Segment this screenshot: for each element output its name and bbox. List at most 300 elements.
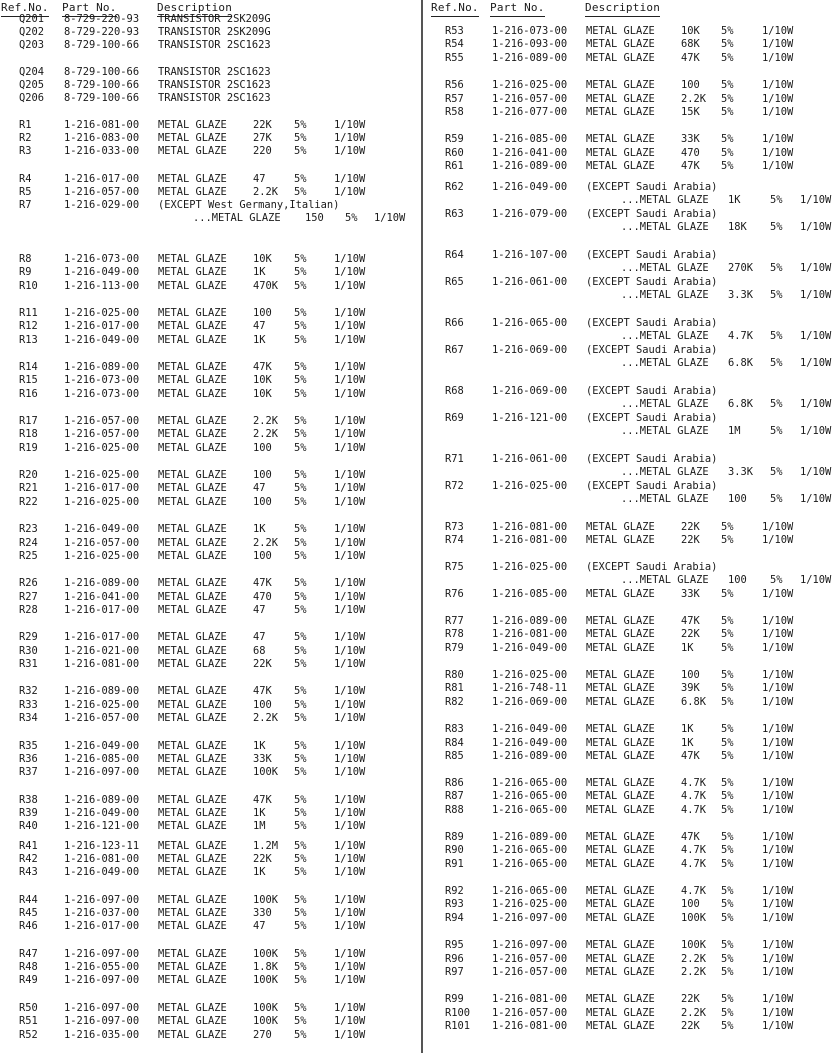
wattage-cell: 1/10W — [800, 493, 832, 505]
tolerance-cell: 5% — [294, 374, 307, 386]
wattage-cell: 1/10W — [334, 766, 366, 778]
part-no-cell: 1-216-089-00 — [492, 831, 568, 843]
table-row — [423, 993, 833, 1006]
ref-no-cell: R77 — [445, 615, 464, 627]
tolerance-cell: 5% — [294, 961, 307, 973]
description-cell: METAL GLAZE — [586, 898, 655, 910]
tolerance-cell: 5% — [770, 221, 783, 233]
wattage-cell: 1/10W — [762, 777, 794, 789]
continuation-row — [423, 262, 833, 275]
description-cell: METAL GLAZE — [158, 266, 227, 278]
ref-no-cell: R49 — [19, 974, 38, 986]
wattage-cell: 1/10W — [334, 920, 366, 932]
value-cell: 22K — [253, 119, 272, 131]
table-row — [0, 907, 420, 920]
wattage-cell: 1/10W — [334, 173, 366, 185]
description-cell: (EXCEPT Saudi Arabia) — [586, 385, 718, 397]
tolerance-cell: 5% — [721, 669, 734, 681]
value-cell: 2.2K — [253, 186, 279, 198]
wattage-cell: 1/10W — [762, 615, 794, 627]
tolerance-cell: 5% — [721, 993, 734, 1005]
tolerance-cell: 5% — [721, 790, 734, 802]
table-row — [423, 804, 833, 817]
table-row — [423, 160, 833, 173]
description-cell: (EXCEPT Saudi Arabia) — [586, 480, 718, 492]
description-cell: METAL GLAZE — [586, 993, 655, 1005]
wattage-cell: 1/10W — [334, 415, 366, 427]
wattage-cell: 1/10W — [334, 740, 366, 752]
description-cell: METAL GLAZE — [158, 1002, 227, 1014]
wattage-cell: 1/10W — [334, 1029, 366, 1041]
table-row — [0, 550, 420, 563]
table-row — [0, 974, 420, 987]
tolerance-cell: 5% — [294, 469, 307, 481]
ref-no-cell: R5 — [19, 186, 32, 198]
table-row — [423, 750, 833, 763]
description-cell: METAL GLAZE — [586, 723, 655, 735]
description-cell: METAL GLAZE — [586, 642, 655, 654]
value-cell: 1K — [681, 723, 694, 735]
part-no-cell: 1-216-057-00 — [492, 1007, 568, 1019]
header-description: Description — [585, 1, 660, 17]
part-no-cell: 1-216-083-00 — [64, 132, 140, 144]
ref-no-cell: R90 — [445, 844, 464, 856]
part-no-cell: 1-216-021-00 — [64, 645, 140, 657]
wattage-cell: 1/10W — [800, 289, 832, 301]
part-no-cell: 1-216-107-00 — [492, 249, 568, 261]
continuation-row — [423, 221, 833, 234]
part-no-cell: 1-216-081-00 — [492, 534, 568, 546]
description-cell: METAL GLAZE — [586, 682, 655, 694]
ref-no-cell: Q205 — [19, 79, 45, 91]
description-cell: TRANSISTOR 2SC1623 — [158, 66, 271, 78]
value-cell: 33K — [253, 753, 272, 765]
table-row — [0, 853, 420, 866]
table-row — [423, 561, 833, 574]
description-cell: TRANSISTOR 2SC1623 — [158, 92, 271, 104]
ref-no-cell: R21 — [19, 482, 38, 494]
value-cell: 6.8K — [728, 357, 754, 369]
ref-no-cell: R27 — [19, 591, 38, 603]
value-cell: 47K — [681, 160, 700, 172]
continuation-cell: ...METAL GLAZE — [621, 330, 709, 342]
table-row — [0, 631, 420, 644]
value-cell: 100K — [253, 894, 279, 906]
part-no-cell: 1-216-097-00 — [492, 939, 568, 951]
table-row — [0, 145, 420, 158]
part-no-cell: 1-216-057-00 — [492, 93, 568, 105]
ref-no-cell: R25 — [19, 550, 38, 562]
description-cell: (EXCEPT Saudi Arabia) — [586, 453, 718, 465]
value-cell: 22K — [681, 1020, 700, 1032]
tolerance-cell: 5% — [770, 398, 783, 410]
ref-no-cell: R28 — [19, 604, 38, 616]
description-cell: METAL GLAZE — [586, 628, 655, 640]
header-ref-no: Ref.No. — [431, 1, 479, 17]
part-no-cell: 1-216-049-00 — [492, 181, 568, 193]
part-no-cell: 1-216-081-00 — [492, 628, 568, 640]
value-cell: 10K — [681, 25, 700, 37]
tolerance-cell: 5% — [770, 289, 783, 301]
wattage-cell: 1/10W — [762, 898, 794, 910]
tolerance-cell: 5% — [294, 307, 307, 319]
description-cell: METAL GLAZE — [586, 534, 655, 546]
wattage-cell: 1/10W — [334, 753, 366, 765]
value-cell: 10K — [253, 253, 272, 265]
ref-no-cell: R53 — [445, 25, 464, 37]
tolerance-cell: 5% — [721, 642, 734, 654]
header-description: Description — [157, 1, 232, 17]
description-cell: METAL GLAZE — [586, 133, 655, 145]
value-cell: 1K — [253, 266, 266, 278]
description-cell: METAL GLAZE — [158, 853, 227, 865]
table-row — [423, 106, 833, 119]
value-cell: 100 — [681, 898, 700, 910]
value-cell: 2.2K — [681, 966, 707, 978]
wattage-cell: 1/10W — [762, 831, 794, 843]
ref-no-cell: R17 — [19, 415, 38, 427]
part-no-cell: 1-216-049-00 — [492, 737, 568, 749]
table-row — [0, 820, 420, 833]
table-row — [423, 615, 833, 628]
part-no-cell: 1-216-065-00 — [492, 858, 568, 870]
ref-no-cell: R41 — [19, 840, 38, 852]
wattage-cell: 1/10W — [334, 374, 366, 386]
table-row — [0, 79, 420, 92]
tolerance-cell: 5% — [770, 330, 783, 342]
value-cell: 68 — [253, 645, 266, 657]
description-cell: METAL GLAZE — [158, 894, 227, 906]
wattage-cell: 1/10W — [334, 948, 366, 960]
tolerance-cell: 5% — [294, 550, 307, 562]
description-cell: METAL GLAZE — [158, 482, 227, 494]
table-row — [0, 712, 420, 725]
description-cell: (EXCEPT Saudi Arabia) — [586, 181, 718, 193]
description-cell: METAL GLAZE — [586, 804, 655, 816]
wattage-cell: 1/10W — [762, 804, 794, 816]
ref-no-cell: R57 — [445, 93, 464, 105]
tolerance-cell: 5% — [721, 953, 734, 965]
tolerance-cell: 5% — [294, 186, 307, 198]
ref-no-cell: R84 — [445, 737, 464, 749]
tolerance-cell: 5% — [770, 425, 783, 437]
ref-no-cell: R32 — [19, 685, 38, 697]
tolerance-cell: 5% — [770, 493, 783, 505]
table-row — [0, 699, 420, 712]
ref-no-cell: R79 — [445, 642, 464, 654]
value-cell: 47 — [253, 920, 266, 932]
table-row — [423, 642, 833, 655]
tolerance-cell: 5% — [721, 682, 734, 694]
table-row — [0, 186, 420, 199]
ref-no-cell: R78 — [445, 628, 464, 640]
part-no-cell: 1-216-069-00 — [492, 344, 568, 356]
description-cell: METAL GLAZE — [586, 52, 655, 64]
table-row — [423, 669, 833, 682]
tolerance-cell: 5% — [294, 894, 307, 906]
value-cell: 2.2K — [681, 953, 707, 965]
tolerance-cell: 5% — [294, 442, 307, 454]
wattage-cell: 1/10W — [334, 186, 366, 198]
table-row — [0, 469, 420, 482]
ref-no-cell: R9 — [19, 266, 32, 278]
wattage-cell: 1/10W — [762, 696, 794, 708]
part-no-cell: 1-216-089-00 — [64, 361, 140, 373]
ref-no-cell: R10 — [19, 280, 38, 292]
value-cell: 2.2K — [253, 428, 279, 440]
table-row — [423, 453, 833, 466]
ref-no-cell: R36 — [19, 753, 38, 765]
part-no-cell: 8-729-100-66 — [64, 92, 140, 104]
tolerance-cell: 5% — [770, 466, 783, 478]
value-cell: 100K — [253, 766, 279, 778]
value-cell: 100 — [728, 574, 747, 586]
table-row — [423, 317, 833, 330]
wattage-cell: 1/10W — [334, 645, 366, 657]
tolerance-cell: 5% — [294, 866, 307, 878]
description-cell: (EXCEPT Saudi Arabia) — [586, 276, 718, 288]
value-cell: 3.3K — [728, 289, 754, 301]
ref-no-cell: R47 — [19, 948, 38, 960]
value-cell: 47 — [253, 604, 266, 616]
description-cell: METAL GLAZE — [158, 253, 227, 265]
value-cell: 1.2M — [253, 840, 279, 852]
table-row — [423, 939, 833, 952]
part-no-cell: 1-216-065-00 — [492, 804, 568, 816]
description-cell: METAL GLAZE — [158, 591, 227, 603]
continuation-row — [423, 289, 833, 302]
description-cell: METAL GLAZE — [158, 374, 227, 386]
table-row — [0, 920, 420, 933]
tolerance-cell: 5% — [721, 1020, 734, 1032]
tolerance-cell: 5% — [721, 79, 734, 91]
value-cell: 100 — [253, 699, 272, 711]
tolerance-cell: 5% — [721, 628, 734, 640]
description-cell: TRANSISTOR 2SK209G — [158, 13, 271, 25]
value-cell: 3.3K — [728, 466, 754, 478]
description-cell: METAL GLAZE — [158, 920, 227, 932]
table-row — [423, 777, 833, 790]
wattage-cell: 1/10W — [762, 858, 794, 870]
continuation-row — [423, 398, 833, 411]
part-no-cell: 1-216-081-00 — [64, 853, 140, 865]
ref-no-cell: R23 — [19, 523, 38, 535]
ref-no-cell: R86 — [445, 777, 464, 789]
ref-no-cell: R100 — [445, 1007, 471, 1019]
part-no-cell: 1-216-089-00 — [64, 685, 140, 697]
description-cell: METAL GLAZE — [586, 160, 655, 172]
part-no-cell: 1-216-057-00 — [64, 428, 140, 440]
value-cell: 2.2K — [253, 712, 279, 724]
wattage-cell: 1/10W — [334, 145, 366, 157]
ref-no-cell: R34 — [19, 712, 38, 724]
value-cell: 2.2K — [253, 537, 279, 549]
tolerance-cell: 5% — [345, 212, 358, 224]
tolerance-cell: 5% — [294, 853, 307, 865]
tolerance-cell: 5% — [721, 777, 734, 789]
description-cell: METAL GLAZE — [586, 737, 655, 749]
value-cell: 100K — [253, 1015, 279, 1027]
description-cell: METAL GLAZE — [586, 831, 655, 843]
description-cell: METAL GLAZE — [158, 753, 227, 765]
description-cell: METAL GLAZE — [158, 132, 227, 144]
tolerance-cell: 5% — [294, 577, 307, 589]
ref-no-cell: R43 — [19, 866, 38, 878]
part-no-cell: 8-729-220-93 — [64, 13, 140, 25]
tolerance-cell: 5% — [770, 357, 783, 369]
ref-no-cell: R96 — [445, 953, 464, 965]
part-no-cell: 1-216-041-00 — [492, 147, 568, 159]
ref-no-cell: R88 — [445, 804, 464, 816]
part-no-cell: 1-216-025-00 — [492, 79, 568, 91]
tolerance-cell: 5% — [294, 974, 307, 986]
wattage-cell: 1/10W — [762, 160, 794, 172]
part-no-cell: 1-216-025-00 — [492, 480, 568, 492]
table-row — [0, 1015, 420, 1028]
part-no-cell: 1-216-057-00 — [64, 186, 140, 198]
part-no-cell: 1-216-037-00 — [64, 907, 140, 919]
tolerance-cell: 5% — [294, 334, 307, 346]
tolerance-cell: 5% — [294, 948, 307, 960]
table-row — [423, 737, 833, 750]
ref-no-cell: Q203 — [19, 39, 45, 51]
tolerance-cell: 5% — [294, 415, 307, 427]
continuation-cell: ...METAL GLAZE — [621, 398, 709, 410]
table-row — [0, 132, 420, 145]
table-row — [423, 898, 833, 911]
continuation-cell: ...METAL GLAZE — [621, 221, 709, 233]
wattage-cell: 1/10W — [334, 840, 366, 852]
ref-no-cell: R3 — [19, 145, 32, 157]
table-row — [0, 604, 420, 617]
part-no-cell: 1-216-025-00 — [64, 496, 140, 508]
ref-no-cell: R58 — [445, 106, 464, 118]
part-no-cell: 1-216-017-00 — [64, 920, 140, 932]
table-row — [0, 428, 420, 441]
value-cell: 4.7K — [728, 330, 754, 342]
header-part-no: Part No. — [490, 1, 545, 17]
ref-no-cell: R18 — [19, 428, 38, 440]
value-cell: 2.2K — [253, 415, 279, 427]
description-cell: METAL GLAZE — [158, 631, 227, 643]
value-cell: 47 — [253, 173, 266, 185]
part-no-cell: 1-216-057-00 — [492, 953, 568, 965]
value-cell: 1K — [728, 194, 741, 206]
wattage-cell: 1/10W — [334, 334, 366, 346]
part-no-cell: 1-216-121-00 — [64, 820, 140, 832]
value-cell: 22K — [681, 993, 700, 1005]
tolerance-cell: 5% — [294, 840, 307, 852]
ref-no-cell: R11 — [19, 307, 38, 319]
wattage-cell: 1/10W — [334, 577, 366, 589]
wattage-cell: 1/10W — [762, 133, 794, 145]
part-no-cell: 1-216-055-00 — [64, 961, 140, 973]
ref-no-cell: R44 — [19, 894, 38, 906]
tolerance-cell: 5% — [294, 266, 307, 278]
table-row — [423, 93, 833, 106]
wattage-cell: 1/10W — [762, 588, 794, 600]
value-cell: 470 — [253, 591, 272, 603]
table-row — [0, 1002, 420, 1015]
part-no-cell: 1-216-057-00 — [492, 966, 568, 978]
part-no-cell: 1-216-025-00 — [64, 469, 140, 481]
ref-no-cell: R51 — [19, 1015, 38, 1027]
part-no-cell: 1-216-089-00 — [64, 577, 140, 589]
table-row — [0, 442, 420, 455]
ref-no-cell: R101 — [445, 1020, 471, 1032]
ref-no-cell: R69 — [445, 412, 464, 424]
description-cell: (EXCEPT Saudi Arabia) — [586, 344, 718, 356]
table-row — [0, 334, 420, 347]
ref-no-cell: R31 — [19, 658, 38, 670]
value-cell: 100 — [681, 669, 700, 681]
continuation-cell: ...METAL GLAZE — [621, 262, 709, 274]
ref-no-cell: R52 — [19, 1029, 38, 1041]
part-no-cell: 1-216-097-00 — [64, 1015, 140, 1027]
ref-no-cell: R26 — [19, 577, 38, 589]
part-no-cell: 8-729-100-66 — [64, 39, 140, 51]
description-cell: METAL GLAZE — [586, 1007, 655, 1019]
table-row — [0, 482, 420, 495]
tolerance-cell: 5% — [721, 38, 734, 50]
part-no-cell: 1-216-079-00 — [492, 208, 568, 220]
description-cell: METAL GLAZE — [158, 388, 227, 400]
description-cell: METAL GLAZE — [158, 712, 227, 724]
wattage-cell: 1/10W — [334, 132, 366, 144]
table-row — [423, 1007, 833, 1020]
continuation-row — [0, 212, 420, 225]
table-row — [423, 249, 833, 262]
description-cell: METAL GLAZE — [586, 953, 655, 965]
tolerance-cell: 5% — [294, 428, 307, 440]
continuation-cell: ...METAL GLAZE — [193, 212, 281, 224]
description-cell: METAL GLAZE — [158, 974, 227, 986]
value-cell: 100K — [681, 939, 707, 951]
part-no-cell: 1-216-097-00 — [64, 766, 140, 778]
part-no-cell: 1-216-025-00 — [492, 669, 568, 681]
wattage-cell: 1/10W — [334, 961, 366, 973]
part-no-cell: 1-216-089-00 — [492, 750, 568, 762]
value-cell: 4.7K — [681, 790, 707, 802]
tolerance-cell: 5% — [721, 898, 734, 910]
wattage-cell: 1/10W — [334, 442, 366, 454]
wattage-cell: 1/10W — [762, 993, 794, 1005]
ref-no-cell: R22 — [19, 496, 38, 508]
part-no-cell: 1-216-069-00 — [492, 385, 568, 397]
tolerance-cell: 5% — [721, 588, 734, 600]
value-cell: 33K — [681, 588, 700, 600]
part-no-cell: 1-216-113-00 — [64, 280, 140, 292]
tolerance-cell: 5% — [721, 615, 734, 627]
tolerance-cell: 5% — [294, 699, 307, 711]
wattage-cell: 1/10W — [762, 521, 794, 533]
part-no-cell: 1-216-017-00 — [64, 173, 140, 185]
parts-column-right — [423, 0, 833, 1053]
table-row — [0, 591, 420, 604]
ref-no-cell: R81 — [445, 682, 464, 694]
value-cell: 1K — [681, 642, 694, 654]
tolerance-cell: 5% — [721, 804, 734, 816]
wattage-cell: 1/10W — [334, 853, 366, 865]
ref-no-cell: R85 — [445, 750, 464, 762]
part-no-cell: 1-216-077-00 — [492, 106, 568, 118]
description-cell: METAL GLAZE — [158, 428, 227, 440]
ref-no-cell: R65 — [445, 276, 464, 288]
wattage-cell: 1/10W — [800, 398, 832, 410]
ref-no-cell: R60 — [445, 147, 464, 159]
ref-no-cell: R1 — [19, 119, 32, 131]
tolerance-cell: 5% — [294, 685, 307, 697]
